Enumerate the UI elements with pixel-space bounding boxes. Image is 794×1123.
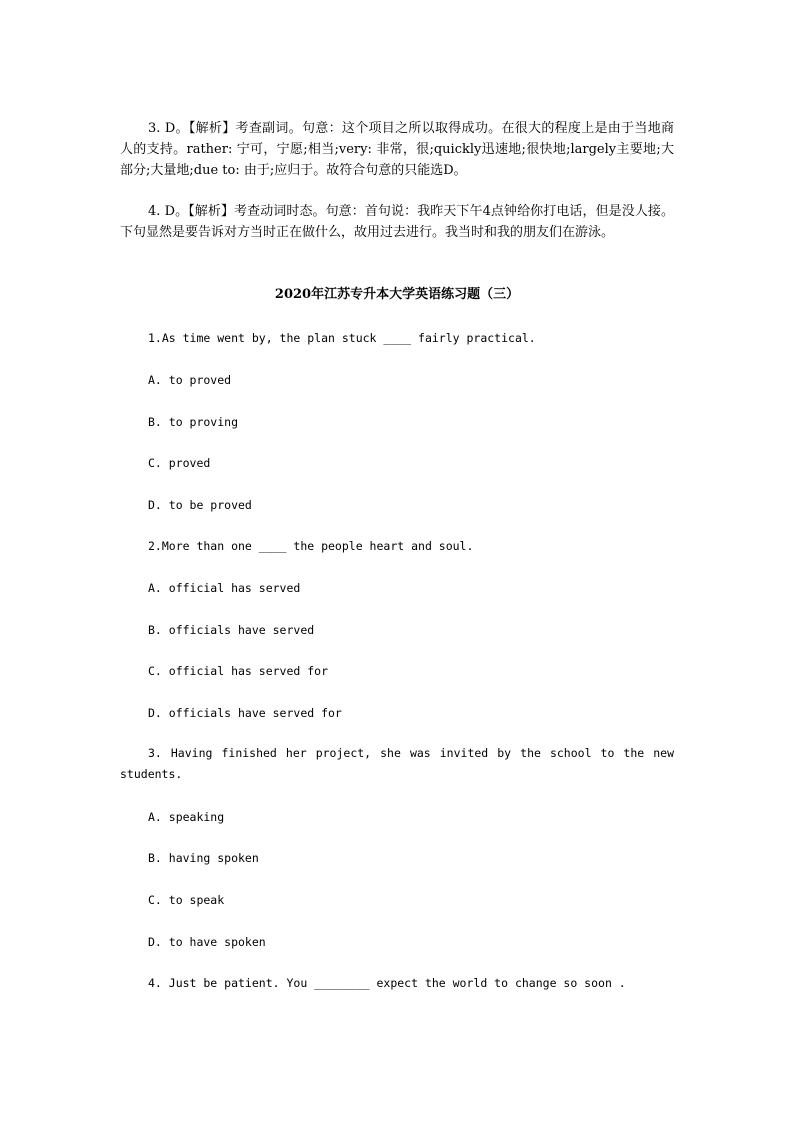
question-2-option-d: D. officials have served for <box>148 706 342 720</box>
question-1-stem: 1.As time went by, the plan stuck ____ fairly practical. <box>148 331 536 345</box>
question-4-stem: 4. Just be patient. You ________ expect the world to change so soon . <box>148 976 626 990</box>
question-3-stem: 3. Having finished her project, she was invited by the school to the new students. <box>120 746 674 781</box>
question-1-option-d: D. to be proved <box>148 498 252 512</box>
question-1-option-a: A. to proved <box>148 373 232 387</box>
question-3-option-d: D. to have spoken <box>148 935 266 949</box>
section-title: 2020年江苏专升本大学英语练习题（三） <box>274 287 520 302</box>
question-2-option-b: B. officials have served <box>148 623 315 637</box>
analysis-item-4: 4. D。【解析】考查动词时态。句意：首句说：我昨天下午4点钟给你打电话，但是没人接。下句显然是要告诉对方当时正在做什么，故用过去进行。我当时和我的朋友们在游泳。 <box>120 204 674 240</box>
question-3-option-b: B. having spoken <box>148 851 259 865</box>
question-2-option-c: C. official has served for <box>148 664 329 678</box>
question-1-option-b: B. to proving <box>148 415 239 429</box>
question-3-option-a: A. speaking <box>148 810 225 824</box>
analysis-item-3: 3. D。【解析】考查副词。句意：这个项目之所以取得成功。在很大的程度上是由于当地商人的支持。rather: 宁可，宁愿;相当;very: 非常，很;quickly迅速地;很快地;largely主要地;大部分;大量地;due to: 由于;应归于。故符合句意的只能选D。 <box>120 121 674 178</box>
question-2-stem: 2.More than one ____ the people heart and soul. <box>148 539 474 553</box>
question-2-option-a: A. official has served <box>148 581 301 595</box>
question-3-option-c: C. to speak <box>148 893 225 907</box>
question-1-option-c: C. proved <box>148 456 211 470</box>
